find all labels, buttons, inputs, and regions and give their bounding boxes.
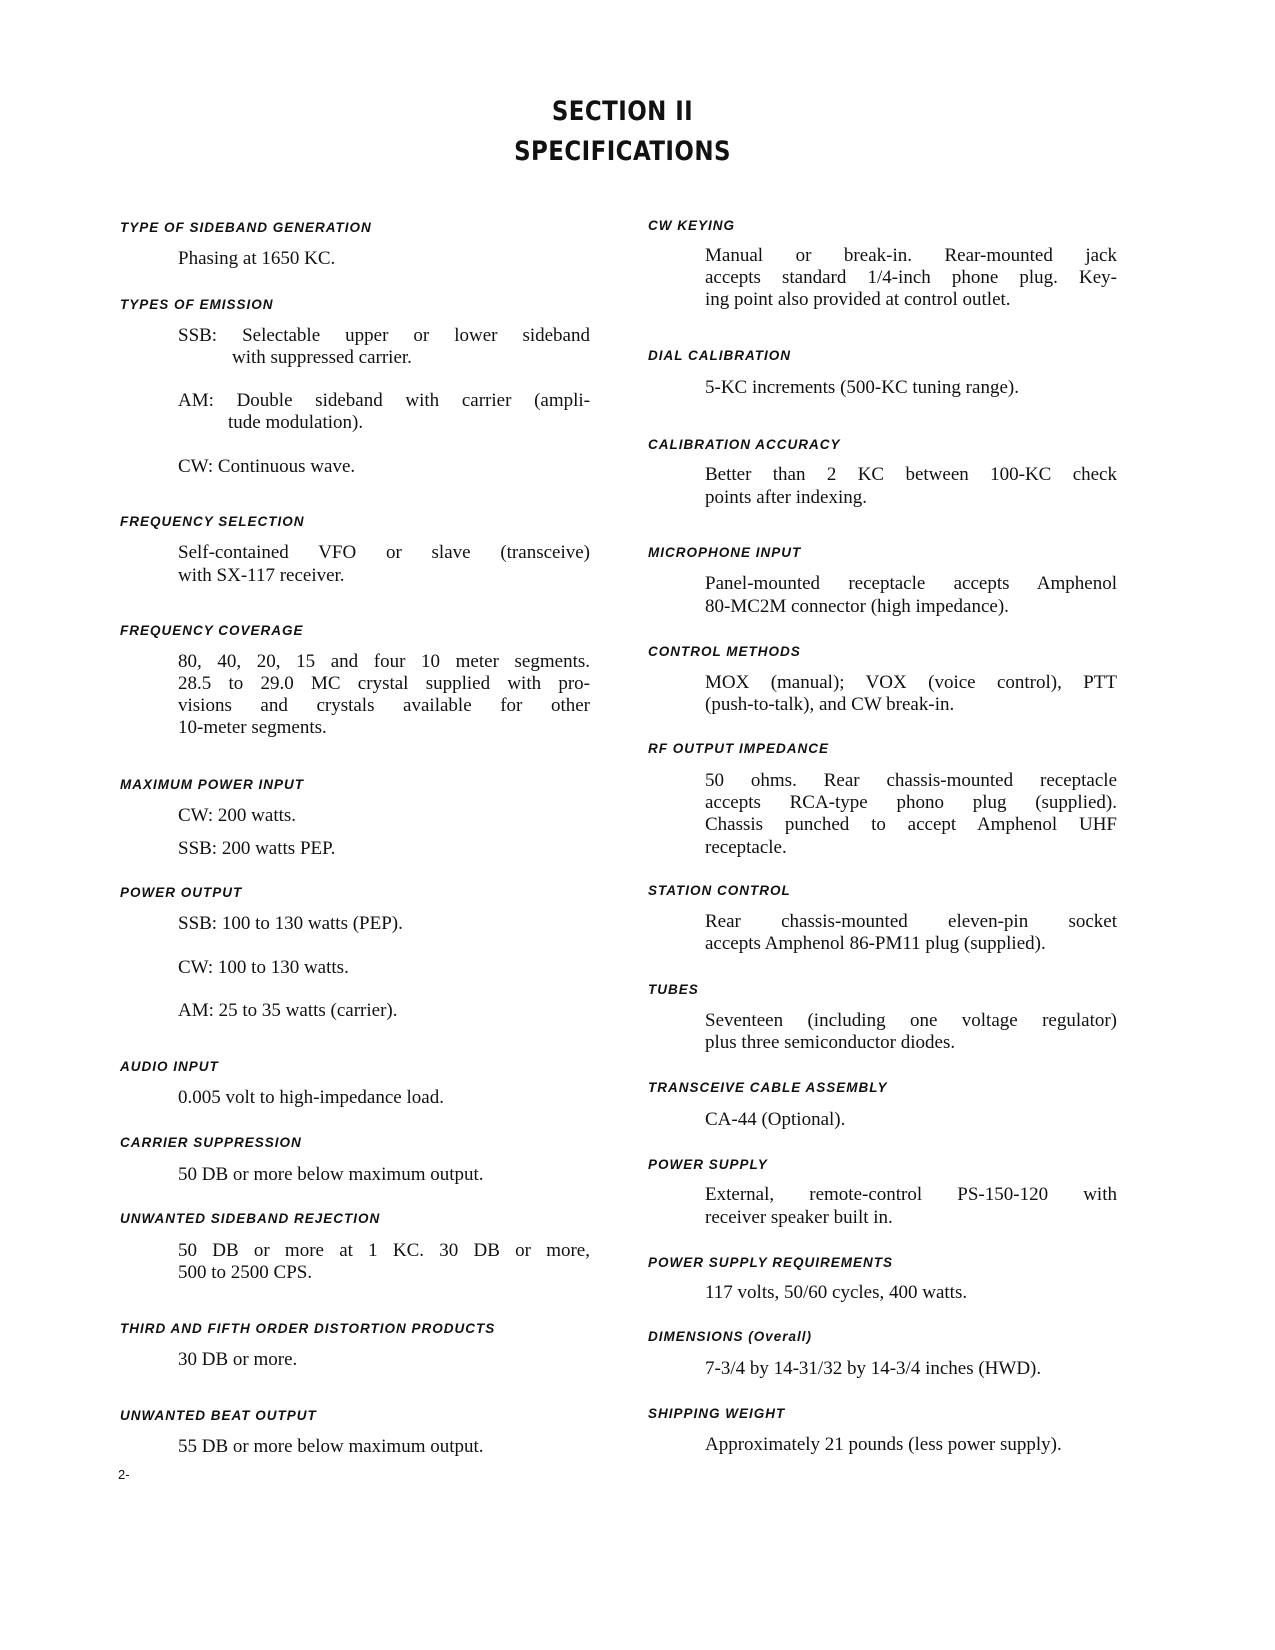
spec-value-line: accepts Amphenol 86-PM11 plug (supplied). [705,933,1046,954]
spec-value-line: CW: 100 to 130 watts. [178,957,349,978]
spec-heading: FREQUENCY COVERAGE [120,623,304,638]
spec-value-line: External, remote-control PS-150-120 with [705,1184,1117,1205]
spec-value-line: 7-3/4 by 14-31/32 by 14-3/4 inches (HWD). [705,1358,1042,1379]
spec-value-line: 30 DB or more. [178,1349,298,1370]
spec-value-line: Seventeen (including one voltage regulator) [705,1010,1117,1031]
spec-value-line: points after indexing. [705,487,867,508]
spec-heading: POWER SUPPLY [648,1157,768,1172]
spec-value-line: 80, 40, 20, 15 and four 10 meter segments. [178,651,590,672]
spec-value-line: with suppressed carrier. [232,347,412,368]
spec-value-line: (push-to-talk), and CW break-in. [705,694,955,715]
spec-value-line: Chassis punched to accept Amphenol UHF [705,814,1117,835]
spec-heading: SHIPPING WEIGHT [648,1406,786,1421]
spec-value-line: ing point also provided at control outlet. [705,289,1011,310]
spec-value-line: 50 DB or more at 1 KC. 30 DB or more, [178,1240,590,1261]
spec-value-line: 80-MC2M connector (high impedance). [705,596,1009,617]
spec-value-line: 50 ohms. Rear chassis-mounted receptacle [705,770,1117,791]
spec-heading: MAXIMUM POWER INPUT [120,777,304,792]
spec-heading: CW KEYING [648,218,736,233]
spec-heading: CALIBRATION ACCURACY [648,437,841,452]
spec-value-line: SSB: 200 watts PEP. [178,838,336,859]
spec-value-line: Self-contained VFO or slave (transceive) [178,542,590,563]
spec-value-line: Panel-mounted receptacle accepts Amphenol [705,573,1117,594]
spec-value-line: Better than 2 KC between 100-KC check [705,464,1117,485]
spec-value-line: visions and crystals available for other [178,695,590,716]
spec-value-line: plus three semiconductor diodes. [705,1032,956,1053]
spec-heading: DIAL CALIBRATION [648,348,791,363]
spec-heading: TUBES [648,982,699,997]
spec-value-line: tude modulation). [228,412,364,433]
spec-value-line: AM: 25 to 35 watts (carrier). [178,1000,398,1021]
spec-value-line: 0.005 volt to high-impedance load. [178,1087,444,1108]
spec-value-line: 10-meter segments. [178,717,327,738]
spec-heading: DIMENSIONS (Overall) [648,1329,813,1344]
spec-heading: POWER SUPPLY REQUIREMENTS [648,1255,894,1270]
spec-heading: CONTROL METHODS [648,644,801,659]
spec-value-line: CA-44 (Optional). [705,1109,846,1130]
spec-heading: POWER OUTPUT [120,885,243,900]
spec-value-line: 5-KC increments (500-KC tuning range). [705,377,1019,398]
spec-heading: FREQUENCY SELECTION [120,514,305,529]
spec-value-line: receptacle. [705,837,787,858]
spec-value-line: accepts RCA-type phono plug (supplied). [705,792,1117,813]
spec-heading: TRANSCEIVE CABLE ASSEMBLY [648,1080,888,1095]
spec-value-line: AM: Double sideband with carrier (ampli- [178,390,590,411]
spec-heading: TYPES OF EMISSION [120,297,274,312]
page-number: 2- [118,1467,130,1482]
spec-value-line: receiver speaker built in. [705,1207,893,1228]
spec-heading: CARRIER SUPPRESSION [120,1135,302,1150]
spec-value-line: 117 volts, 50/60 cycles, 400 watts. [705,1282,968,1303]
section-title: SECTION II [551,96,694,127]
spec-value-line: CW: Continuous wave. [178,456,356,477]
spec-heading: UNWANTED SIDEBAND REJECTION [120,1211,381,1226]
spec-heading: THIRD AND FIFTH ORDER DISTORTION PRODUCTS [120,1321,496,1336]
spec-value-line: 55 DB or more below maximum output. [178,1436,484,1457]
spec-value-line: with SX-117 receiver. [178,565,345,586]
spec-value-line: SSB: 100 to 130 watts (PEP). [178,913,403,934]
spec-value-line: accepts standard 1/4-inch phone plug. Key- [705,267,1117,288]
spec-value-line: 28.5 to 29.0 MC crystal supplied with pro- [178,673,590,694]
spec-value-line: Phasing at 1650 KC. [178,248,336,269]
spec-value-line: Approximately 21 pounds (less power supply). [705,1434,1062,1455]
spec-value-line: Manual or break-in. Rear-mounted jack [705,245,1117,266]
spec-heading: STATION CONTROL [648,883,791,898]
spec-value-line: MOX (manual); VOX (voice control), PTT [705,672,1117,693]
spec-heading: TYPE OF SIDEBAND GENERATION [120,220,372,235]
spec-value-line: SSB: Selectable upper or lower sideband [178,325,590,346]
spec-value-line: CW: 200 watts. [178,805,297,826]
spec-heading: UNWANTED BEAT OUTPUT [120,1408,317,1423]
page-title: SPECIFICATIONS [514,136,731,167]
spec-heading: AUDIO INPUT [120,1059,219,1074]
spec-value-line: 500 to 2500 CPS. [178,1262,313,1283]
spec-heading: MICROPHONE INPUT [648,545,802,560]
spec-value-line: Rear chassis-mounted eleven-pin socket [705,911,1117,932]
spec-value-line: 50 DB or more below maximum output. [178,1164,484,1185]
spec-heading: RF OUTPUT IMPEDANCE [648,741,829,756]
